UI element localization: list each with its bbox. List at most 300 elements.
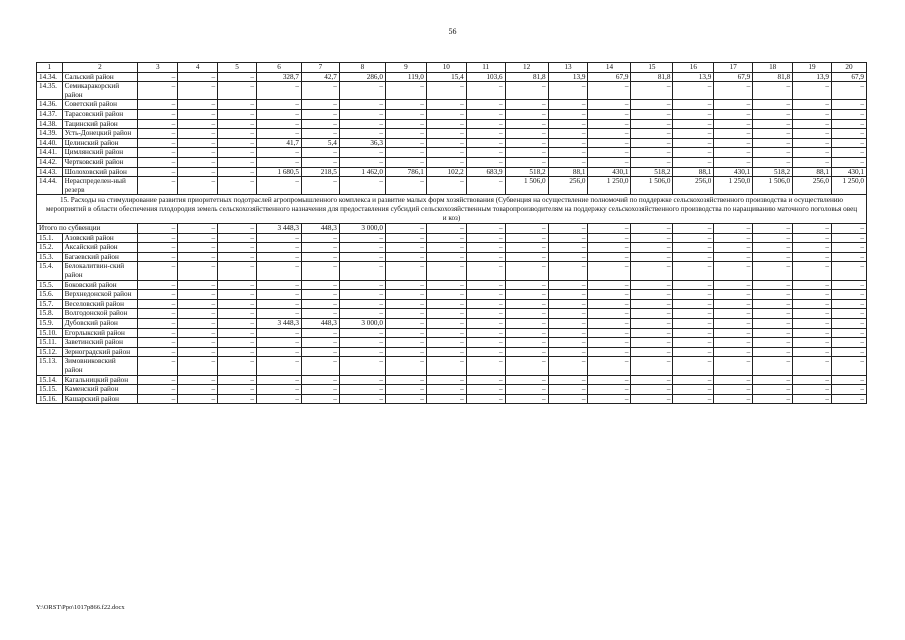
value-cell: – [426, 243, 466, 253]
value-cell: – [385, 177, 426, 195]
row-number: 14.44. [37, 177, 63, 195]
value-cell: – [339, 299, 385, 309]
district-name: Азовский район [62, 233, 138, 243]
value-cell: – [466, 375, 505, 385]
value-cell: – [714, 233, 753, 243]
value-cell: – [302, 119, 340, 129]
value-cell: 3 000,0 [339, 224, 385, 234]
column-header: 17 [714, 63, 753, 73]
value-cell: – [714, 148, 753, 158]
value-cell: – [714, 100, 753, 110]
value-cell: – [218, 375, 257, 385]
value-cell: – [426, 299, 466, 309]
row-number: 15.15. [37, 385, 63, 395]
value-cell: – [339, 252, 385, 262]
value-cell: 67,9 [588, 72, 631, 82]
section-heading: 15. Расходы на стимулирование развития приоритетных подотраслей агропромышленного комплекса и развитие малых форм хозяйствования (Субвенция на осуществление полномочий по поддержке сельскохозяйственного производства и осуществлению мероприятий в области обеспечения плодородия земель сельскохозяйственного назначения для предоставления субсидий сельскохозяйственным товаропроизводителям на поддержку сельскохозяйственного производства по наращиванию маточного поголовья овец и коз) [37, 195, 867, 224]
value-cell: – [505, 357, 548, 375]
value-cell: – [631, 375, 673, 385]
value-cell: – [505, 243, 548, 253]
value-cell: – [714, 394, 753, 404]
value-cell: – [793, 243, 832, 253]
value-cell: – [256, 280, 301, 290]
value-cell: 1 250,0 [831, 177, 866, 195]
value-cell: – [673, 347, 714, 357]
value-cell: – [505, 100, 548, 110]
value-cell: – [753, 138, 793, 148]
value-cell: – [588, 319, 631, 329]
value-cell: – [466, 100, 505, 110]
value-cell: – [256, 243, 301, 253]
value-cell: – [673, 309, 714, 319]
value-cell: – [339, 262, 385, 280]
row-number: 15.14. [37, 375, 63, 385]
value-cell: – [673, 328, 714, 338]
table-row [37, 319, 867, 329]
value-cell: – [339, 109, 385, 119]
value-cell: – [178, 148, 218, 158]
value-cell: 430,1 [588, 167, 631, 177]
value-cell: – [256, 177, 301, 195]
table-row [37, 109, 867, 119]
column-header: 5 [218, 63, 257, 73]
district-name: Каменский район [62, 385, 138, 395]
value-cell: – [548, 100, 588, 110]
value-cell: – [138, 224, 178, 234]
value-cell: – [339, 280, 385, 290]
total-label: Итого по субвенции [37, 224, 138, 234]
value-cell: 256,0 [793, 177, 832, 195]
value-cell: 448,3 [302, 319, 340, 329]
value-cell: – [753, 309, 793, 319]
value-cell: – [138, 243, 178, 253]
value-cell: – [505, 394, 548, 404]
value-cell: – [385, 243, 426, 253]
value-cell: – [753, 347, 793, 357]
value-cell: – [466, 82, 505, 100]
value-cell: – [631, 280, 673, 290]
value-cell: – [505, 375, 548, 385]
value-cell: – [714, 319, 753, 329]
value-cell: – [588, 347, 631, 357]
value-cell: – [673, 243, 714, 253]
value-cell: – [548, 129, 588, 139]
value-cell: – [753, 262, 793, 280]
value-cell: – [256, 338, 301, 348]
value-cell: – [426, 385, 466, 395]
value-cell: – [339, 157, 385, 167]
value-cell: – [753, 375, 793, 385]
value-cell: – [505, 233, 548, 243]
value-cell: – [793, 262, 832, 280]
district-name: Дубовский район [62, 319, 138, 329]
value-cell: – [753, 233, 793, 243]
value-cell: – [339, 394, 385, 404]
value-cell: 88,1 [793, 167, 832, 177]
value-cell: – [466, 138, 505, 148]
value-cell: – [631, 129, 673, 139]
value-cell: – [426, 82, 466, 100]
value-cell: – [218, 167, 257, 177]
value-cell: – [588, 309, 631, 319]
value-cell: – [548, 299, 588, 309]
value-cell: – [588, 280, 631, 290]
row-number: 14.35. [37, 82, 63, 100]
value-cell: – [339, 129, 385, 139]
value-cell: – [302, 177, 340, 195]
value-cell: – [714, 157, 753, 167]
value-cell: 67,9 [831, 72, 866, 82]
value-cell: – [753, 148, 793, 158]
value-cell: – [548, 280, 588, 290]
value-cell: – [178, 280, 218, 290]
value-cell: – [178, 309, 218, 319]
value-cell: – [793, 338, 832, 348]
value-cell: – [548, 347, 588, 357]
value-cell: – [178, 138, 218, 148]
value-cell: – [831, 82, 866, 100]
value-cell: – [218, 82, 257, 100]
column-header: 8 [339, 63, 385, 73]
value-cell: – [385, 385, 426, 395]
value-cell: – [505, 109, 548, 119]
value-cell: 1 506,0 [631, 177, 673, 195]
district-name: Цимлянский район [62, 148, 138, 158]
value-cell: 102,2 [426, 167, 466, 177]
row-number: 14.37. [37, 109, 63, 119]
row-number: 15.11. [37, 338, 63, 348]
value-cell: – [339, 375, 385, 385]
value-cell: – [218, 233, 257, 243]
value-cell: – [138, 167, 178, 177]
value-cell: 683,9 [466, 167, 505, 177]
table-row [37, 138, 867, 148]
value-cell: – [714, 82, 753, 100]
value-cell: – [178, 299, 218, 309]
row-number: 14.38. [37, 119, 63, 129]
value-cell: – [753, 385, 793, 395]
value-cell: – [178, 290, 218, 300]
value-cell: – [138, 290, 178, 300]
value-cell: – [385, 233, 426, 243]
value-cell: – [218, 72, 257, 82]
value-cell: – [631, 233, 673, 243]
value-cell: – [714, 224, 753, 234]
value-cell: – [831, 233, 866, 243]
value-cell: – [793, 290, 832, 300]
column-header: 1 [37, 63, 63, 73]
value-cell: – [548, 319, 588, 329]
value-cell: – [793, 157, 832, 167]
district-name: Сальский район [62, 72, 138, 82]
value-cell: – [256, 385, 301, 395]
table-row [37, 129, 867, 139]
row-number: 15.3. [37, 252, 63, 262]
value-cell: – [831, 119, 866, 129]
value-cell: – [631, 224, 673, 234]
table-row [37, 177, 867, 195]
value-cell: – [466, 177, 505, 195]
value-cell: – [302, 394, 340, 404]
value-cell: – [138, 357, 178, 375]
value-cell: – [793, 309, 832, 319]
value-cell: – [505, 148, 548, 158]
value-cell: – [588, 252, 631, 262]
value-cell: – [218, 290, 257, 300]
value-cell: – [138, 328, 178, 338]
value-cell: – [256, 328, 301, 338]
value-cell: 518,2 [753, 167, 793, 177]
value-cell: – [138, 375, 178, 385]
total-row [37, 224, 867, 234]
value-cell: – [505, 157, 548, 167]
value-cell: – [466, 109, 505, 119]
value-cell: – [426, 290, 466, 300]
value-cell: – [793, 299, 832, 309]
value-cell: – [302, 347, 340, 357]
value-cell: 3 000,0 [339, 319, 385, 329]
value-cell: – [505, 338, 548, 348]
value-cell: – [178, 262, 218, 280]
value-cell: – [831, 252, 866, 262]
value-cell: – [339, 385, 385, 395]
value-cell: – [793, 375, 832, 385]
value-cell: – [339, 290, 385, 300]
value-cell: 1 462,0 [339, 167, 385, 177]
row-number: 15.16. [37, 394, 63, 404]
value-cell: – [426, 157, 466, 167]
value-cell: – [256, 119, 301, 129]
value-cell: – [138, 129, 178, 139]
value-cell: – [302, 157, 340, 167]
value-cell: 430,1 [831, 167, 866, 177]
value-cell: – [178, 252, 218, 262]
value-cell: – [631, 328, 673, 338]
value-cell: – [178, 167, 218, 177]
value-cell: – [793, 328, 832, 338]
value-cell: – [831, 243, 866, 253]
value-cell: – [256, 233, 301, 243]
value-cell: – [339, 338, 385, 348]
value-cell: – [505, 82, 548, 100]
value-cell: – [256, 309, 301, 319]
value-cell: – [548, 119, 588, 129]
district-name: Веселовский район [62, 299, 138, 309]
value-cell: – [831, 148, 866, 158]
value-cell: – [793, 394, 832, 404]
value-cell: – [302, 357, 340, 375]
value-cell: – [218, 148, 257, 158]
value-cell: – [588, 243, 631, 253]
value-cell: – [588, 129, 631, 139]
column-header: 15 [631, 63, 673, 73]
value-cell: – [385, 280, 426, 290]
value-cell: 67,9 [714, 72, 753, 82]
value-cell: – [138, 394, 178, 404]
value-cell: – [426, 177, 466, 195]
value-cell: 88,1 [673, 167, 714, 177]
value-cell: – [793, 385, 832, 395]
value-cell: – [505, 138, 548, 148]
value-cell: 42,7 [302, 72, 340, 82]
value-cell: – [466, 394, 505, 404]
value-cell: – [339, 309, 385, 319]
value-cell: – [673, 157, 714, 167]
value-cell: – [831, 309, 866, 319]
value-cell: – [302, 262, 340, 280]
value-cell: – [753, 129, 793, 139]
value-cell: – [138, 109, 178, 119]
value-cell: – [218, 109, 257, 119]
value-cell: – [178, 224, 218, 234]
value-cell: – [218, 157, 257, 167]
value-cell: – [631, 252, 673, 262]
row-number: 15.7. [37, 299, 63, 309]
row-number: 15.2. [37, 243, 63, 253]
district-name: Тацинский район [62, 119, 138, 129]
value-cell: 88,1 [548, 167, 588, 177]
column-header: 20 [831, 63, 866, 73]
value-cell: – [548, 82, 588, 100]
table-row [37, 290, 867, 300]
value-cell: – [793, 347, 832, 357]
value-cell: 518,2 [505, 167, 548, 177]
district-name: Верхнедонской район [62, 290, 138, 300]
value-cell: – [831, 385, 866, 395]
value-cell: – [426, 394, 466, 404]
district-name: Усть-Донецкий район [62, 129, 138, 139]
value-cell: – [753, 338, 793, 348]
value-cell: – [178, 357, 218, 375]
value-cell: – [138, 138, 178, 148]
value-cell: – [831, 224, 866, 234]
row-number: 15.13. [37, 357, 63, 375]
value-cell: – [466, 280, 505, 290]
value-cell: – [218, 309, 257, 319]
value-cell: – [673, 375, 714, 385]
value-cell: – [466, 385, 505, 395]
value-cell: – [588, 338, 631, 348]
value-cell: 3 448,3 [256, 319, 301, 329]
value-cell: – [714, 243, 753, 253]
value-cell: – [302, 299, 340, 309]
value-cell: – [466, 233, 505, 243]
value-cell: – [178, 233, 218, 243]
value-cell: 1 680,5 [256, 167, 301, 177]
value-cell: – [385, 375, 426, 385]
value-cell: – [753, 119, 793, 129]
value-cell: – [302, 252, 340, 262]
value-cell: – [631, 309, 673, 319]
value-cell: – [753, 290, 793, 300]
value-cell: – [793, 280, 832, 290]
value-cell: – [831, 157, 866, 167]
value-cell: – [673, 119, 714, 129]
value-cell: – [138, 157, 178, 167]
value-cell: – [256, 82, 301, 100]
value-cell: – [385, 299, 426, 309]
value-cell: – [385, 319, 426, 329]
value-cell: – [302, 109, 340, 119]
value-cell: – [505, 328, 548, 338]
value-cell: – [218, 299, 257, 309]
value-cell: – [218, 338, 257, 348]
value-cell: – [385, 224, 426, 234]
value-cell: – [714, 262, 753, 280]
value-cell: – [218, 319, 257, 329]
value-cell: – [753, 357, 793, 375]
value-cell: 13,9 [548, 72, 588, 82]
row-number: 15.12. [37, 347, 63, 357]
value-cell: – [588, 328, 631, 338]
value-cell: – [178, 129, 218, 139]
value-cell: – [385, 129, 426, 139]
value-cell: – [178, 109, 218, 119]
value-cell: 13,9 [673, 72, 714, 82]
value-cell: – [793, 148, 832, 158]
district-name: Боковский район [62, 280, 138, 290]
value-cell: – [505, 385, 548, 395]
value-cell: – [673, 319, 714, 329]
value-cell: – [831, 375, 866, 385]
table-row [37, 375, 867, 385]
value-cell: – [631, 100, 673, 110]
value-cell: – [714, 357, 753, 375]
value-cell: – [385, 252, 426, 262]
table-row [37, 243, 867, 253]
value-cell: – [714, 280, 753, 290]
value-cell: – [588, 394, 631, 404]
value-cell: – [426, 138, 466, 148]
value-cell: – [588, 224, 631, 234]
value-cell: – [793, 119, 832, 129]
value-cell: – [178, 177, 218, 195]
value-cell: – [339, 243, 385, 253]
value-cell: – [466, 309, 505, 319]
value-cell: – [385, 347, 426, 357]
value-cell: – [178, 394, 218, 404]
value-cell: – [831, 262, 866, 280]
district-name: Советский район [62, 100, 138, 110]
value-cell: – [426, 338, 466, 348]
value-cell: – [302, 328, 340, 338]
value-cell: – [218, 138, 257, 148]
value-cell: – [138, 119, 178, 129]
value-cell: – [505, 299, 548, 309]
value-cell: – [466, 129, 505, 139]
value-cell: – [339, 119, 385, 129]
value-cell: – [548, 385, 588, 395]
value-cell: – [426, 375, 466, 385]
value-cell: – [466, 357, 505, 375]
value-cell: – [631, 138, 673, 148]
value-cell: 81,8 [505, 72, 548, 82]
value-cell: – [426, 100, 466, 110]
value-cell: – [753, 252, 793, 262]
value-cell: – [631, 385, 673, 395]
value-cell: – [753, 280, 793, 290]
value-cell: – [673, 224, 714, 234]
value-cell: 430,1 [714, 167, 753, 177]
value-cell: – [466, 157, 505, 167]
value-cell: – [385, 82, 426, 100]
value-cell: – [548, 243, 588, 253]
value-cell: 518,2 [631, 167, 673, 177]
value-cell: 119,0 [385, 72, 426, 82]
value-cell: – [256, 347, 301, 357]
value-cell: – [178, 100, 218, 110]
value-cell: – [138, 72, 178, 82]
